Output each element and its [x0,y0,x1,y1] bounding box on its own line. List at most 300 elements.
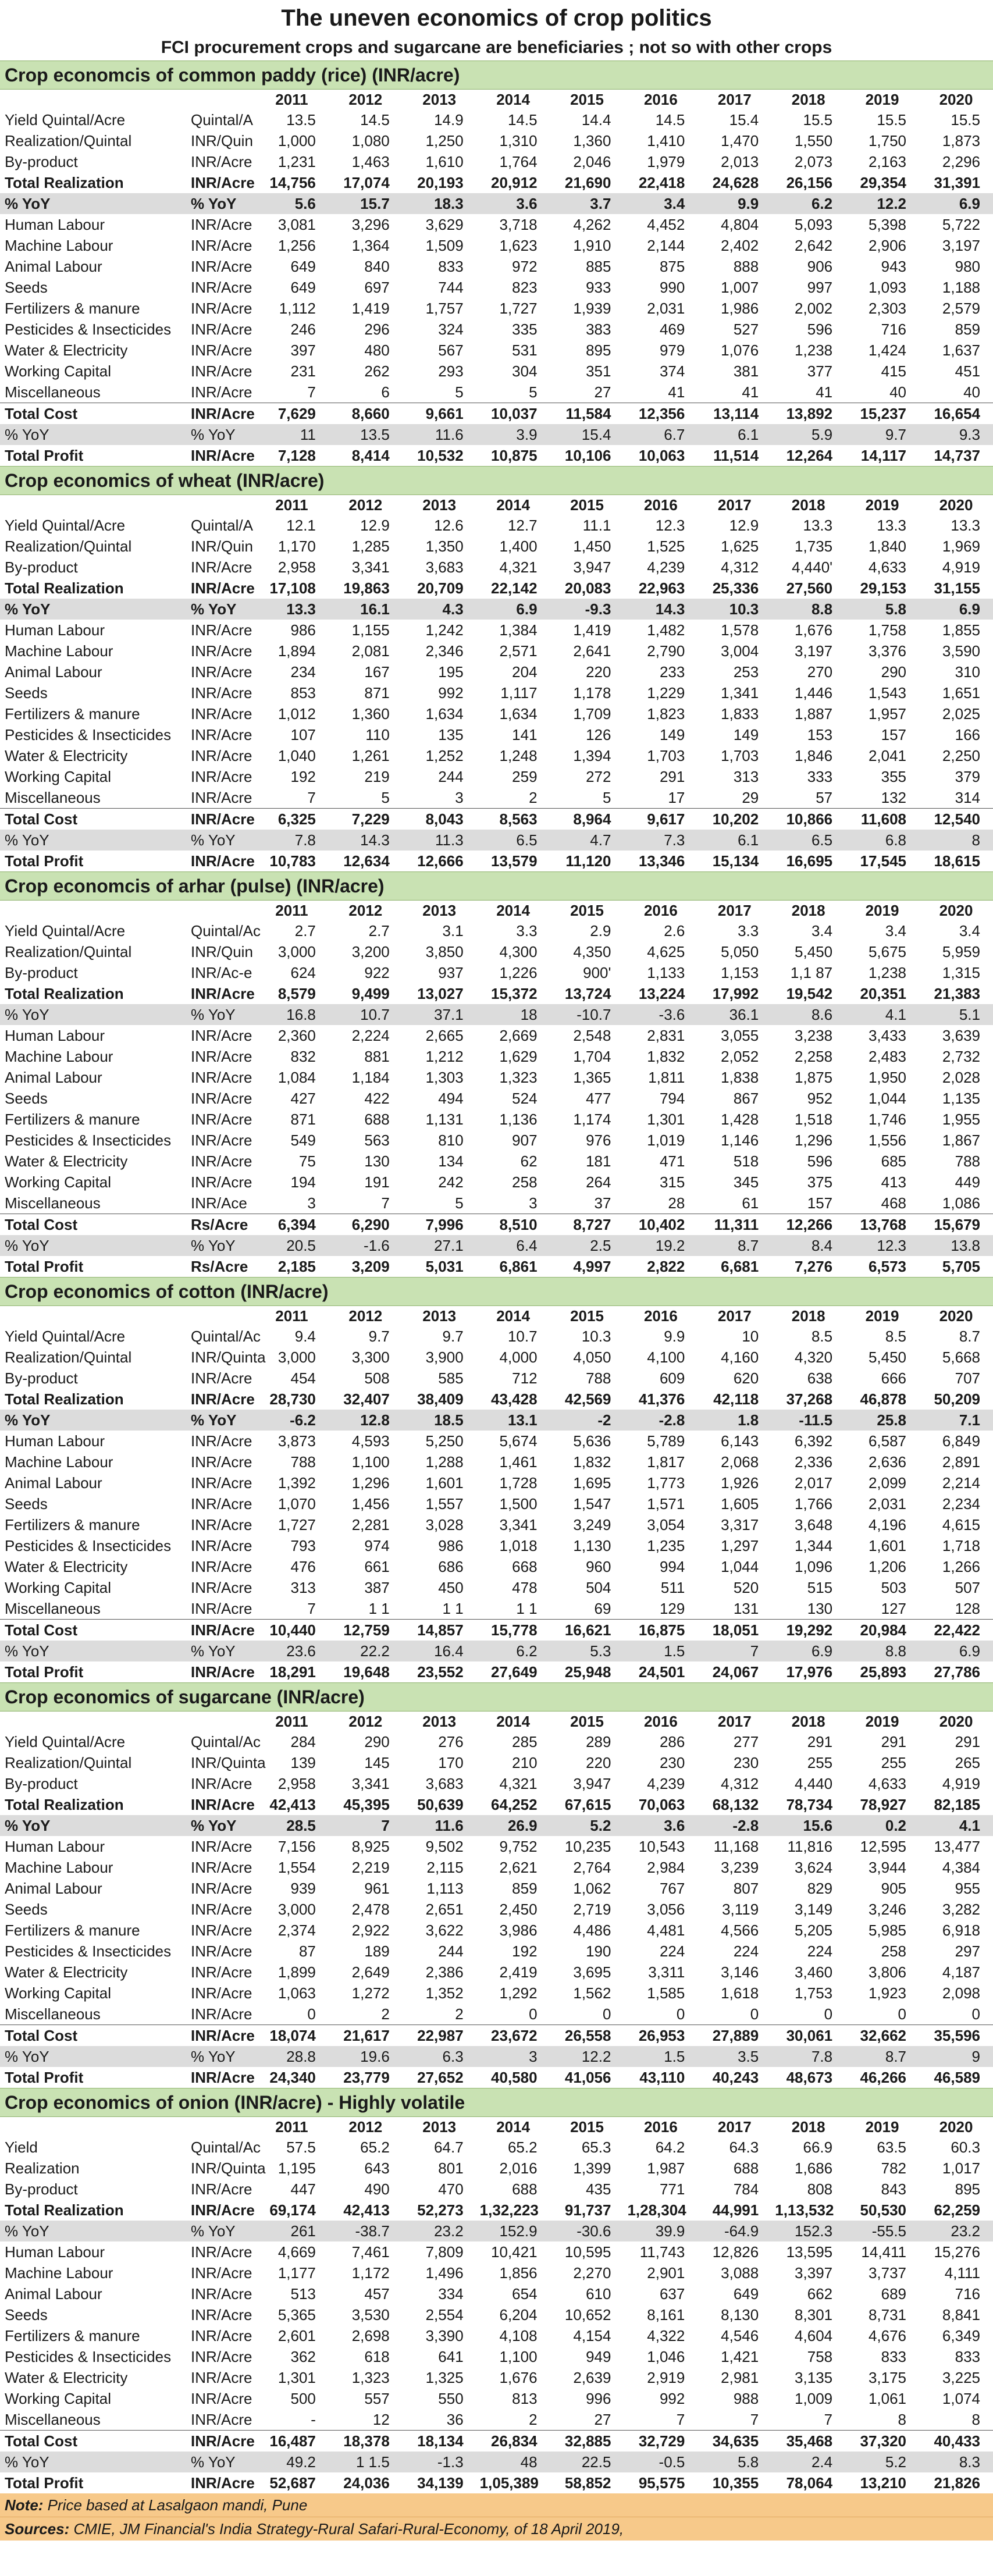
value-cell: 1,855 [942,621,980,639]
value-cell: 224 [659,1942,685,1960]
value-cell: 980 [955,258,980,275]
value-cell: 1.8 [697,1410,771,1431]
value-cell: 152.3 [771,2221,845,2241]
value-cell: 10.3 [697,599,771,620]
value-cell: 82,185 [934,1796,980,1813]
value-cell: 131 [733,1600,759,1617]
value-cell: 12.7 [507,517,538,534]
value-cell: 8,964 [550,809,624,830]
value-cell: 7,229 [329,809,403,830]
value-cell: 500 [290,2390,316,2407]
row-unit: INR/Acre [191,1984,252,2002]
year-header: 2013 [422,496,457,514]
value-cell: 57.5 [286,2139,316,2156]
row-unit: % YoY [187,1641,255,1661]
value-cell: 3,648 [795,1516,833,1533]
table-row [0,1641,993,1661]
table-row [0,1514,993,1535]
value-cell: -2.8 [624,1410,697,1431]
value-cell: 454 [290,1369,316,1387]
table-row [0,1920,993,1941]
value-cell: 1,256 [277,237,316,254]
value-cell: 1,910 [573,237,611,254]
value-cell: 1,044 [721,1558,759,1575]
year-header: 2012 [348,1713,383,1730]
value-cell: 181 [586,1152,611,1170]
value-cell: 3,683 [425,1775,464,1792]
value-cell: 1,074 [942,2390,980,2407]
value-cell: 8.5 [811,1328,833,1345]
year-header: 2014 [496,1307,531,1325]
year-header: 2020 [939,902,973,919]
value-cell: 843 [881,2180,907,2198]
value-cell: 1,350 [425,538,464,555]
value-cell: 20,912 [491,174,538,191]
value-cell: 1,764 [499,153,538,170]
value-cell: 1,873 [942,132,980,150]
crop-table [0,495,993,871]
value-cell: 5,789 [647,1432,685,1450]
value-cell: 1,703 [721,747,759,764]
value-cell: 1,867 [942,1132,980,1149]
value-cell: 42,413 [343,2201,390,2219]
value-cell: 28,730 [269,1390,316,1408]
row-unit: INR/Quinta [191,2159,266,2177]
value-cell: 8,925 [351,1838,390,1855]
value-cell: 11.1 [582,517,611,534]
value-cell: 8.7 [845,2046,919,2067]
value-cell: 801 [438,2159,464,2177]
value-cell: 3,239 [721,1859,759,1876]
row-unit: INR/Acre [191,1152,252,1170]
row-label: Total Profit [5,2474,84,2492]
value-cell: 65.3 [581,2139,611,2156]
value-cell: 1,547 [573,1495,611,1513]
table-row [0,830,993,851]
value-cell: 2.7 [368,922,390,940]
row-label: Animal Labour [5,1474,102,1492]
value-cell: 5,985 [868,1922,907,1939]
row-label: Total Profit [5,2069,84,2086]
note-bar [0,2493,993,2517]
value-cell: 286 [659,1733,685,1750]
value-cell: 3,282 [942,1901,980,1918]
value-cell: 19,542 [786,985,833,1002]
value-cell: 1,296 [351,1474,390,1492]
value-cell: 13,579 [491,852,538,870]
value-cell: 829 [807,1880,833,1897]
value-cell: 1,950 [868,1069,907,1086]
value-cell: 1,629 [499,1048,538,1065]
row-unit: INR/Acre [191,153,252,170]
value-cell: 5,450 [868,1349,907,1366]
value-cell: 2,621 [499,1859,538,1876]
value-cell: 1,758 [868,621,907,639]
value-cell: 2,013 [721,153,759,170]
value-cell: 5,250 [425,1432,464,1450]
row-label: By-product [5,153,78,170]
value-cell: 291 [955,1733,980,1750]
value-cell: 6,143 [721,1432,759,1450]
value-cell: 3,530 [351,2306,390,2324]
value-cell: 939 [290,1880,316,1897]
value-cell: 4,452 [647,216,685,233]
table-row [0,2221,993,2241]
value-cell: 192 [512,1942,538,1960]
value-cell: 1,601 [425,1474,464,1492]
value-cell: 3,238 [795,1027,833,1044]
value-cell: 3.5 [697,2046,771,2067]
row-label: Yield Quintal/Acre [5,922,126,940]
value-cell: 1,625 [721,538,759,555]
value-cell: 78,927 [860,1796,907,1813]
value-cell: 1,288 [425,1453,464,1471]
value-cell: 6,392 [795,1432,833,1450]
row-label: Pesticides & Insecticides [5,1537,172,1554]
value-cell: 503 [881,1579,907,1596]
crop-section [0,1682,993,2088]
table-row [0,1088,993,1109]
value-cell: 32,662 [845,2025,919,2047]
value-cell: 5 [381,789,390,806]
value-cell: 2,016 [499,2159,538,2177]
value-cell: 450 [438,1579,464,1596]
value-cell: 9.9 [697,193,771,214]
value-cell: 13.8 [919,1235,993,1256]
value-cell: 70,063 [638,1796,685,1813]
value-cell: 0 [750,2005,759,2023]
value-cell: 5,722 [942,216,980,233]
table-row [0,1620,993,1641]
value-cell: 6,681 [721,1258,759,1275]
value-cell: 4,625 [647,943,685,960]
value-cell: 1 1.5 [329,2452,403,2472]
value-cell: 2,046 [573,153,611,170]
value-cell: 204 [512,663,538,681]
value-cell: 1,939 [573,300,611,317]
value-cell: 8.7 [959,1328,980,1345]
value-cell: 1,811 [648,1069,685,1086]
value-cell: 976 [586,1132,611,1149]
year-header: 2015 [570,2118,604,2136]
value-cell: 504 [586,1579,611,1596]
empty-cell [0,495,187,515]
value-cell: 12,266 [771,1214,845,1236]
value-cell: 26,953 [624,2025,697,2047]
row-unit: INR/Acre [191,1558,252,1575]
value-cell: 3 [476,2046,550,2067]
value-cell: 110 [365,726,390,743]
value-cell: 2,099 [868,1474,907,1492]
value-cell: 1,155 [351,621,390,639]
value-cell: 5,365 [277,2306,316,2324]
year-header: 2013 [422,1307,457,1325]
value-cell: 986 [438,1537,464,1554]
value-cell: 9,752 [499,1838,538,1855]
value-cell: 35,468 [771,2431,845,2452]
value-cell: 949 [586,2348,611,2365]
value-cell: 1,421 [721,2348,759,2365]
value-cell: 20.5 [255,1235,329,1256]
value-cell: 67,615 [564,1796,611,1813]
value-cell: 688 [364,1111,390,1128]
value-cell: 290 [364,1733,390,1750]
value-cell: 362 [290,2348,316,2365]
value-cell: 2,478 [351,1901,390,1918]
row-unit: INR/Acre [191,174,255,191]
table-row [0,1109,993,1130]
value-cell: 7 [307,789,316,806]
value-cell: 1,419 [573,621,611,639]
value-cell: 767 [659,1880,685,1897]
value-cell: 422 [364,1090,390,1107]
value-cell: 2,984 [647,1859,685,1876]
value-cell: 470 [438,2180,464,2198]
value-cell: 1,303 [425,1069,464,1086]
year-header: 2020 [939,1713,973,1730]
value-cell: 2,450 [499,1901,538,1918]
value-cell: -2 [550,1410,624,1431]
value-cell: 3,056 [647,1901,685,1918]
value-cell: 3,695 [573,1963,611,1981]
value-cell: 5,093 [795,216,833,233]
row-label: Working Capital [5,2390,112,2407]
value-cell: 4,546 [721,2327,759,2344]
value-cell: 1,093 [868,279,907,296]
value-cell: 997 [807,279,833,296]
value-cell: 22,142 [491,579,538,597]
value-cell: 9.7 [845,424,919,445]
value-cell: 3,460 [795,1963,833,1981]
value-cell: 2 [529,789,538,806]
row-label: Working Capital [5,362,112,380]
value-cell: 10,235 [564,1838,611,1855]
value-cell: 0 [898,2005,907,2023]
row-unit: INR/Ace [191,1194,247,1212]
value-cell: 16.1 [329,599,403,620]
value-cell: 1,832 [573,1453,611,1471]
year-header: 2016 [643,1713,678,1730]
value-cell: 7 [307,1600,316,1617]
table-row [0,340,993,361]
value-cell: 515 [807,1579,833,1596]
value-cell: 1,525 [647,538,685,555]
row-unit: INR/Acre [191,300,252,317]
value-cell: 13,114 [697,403,771,425]
value-cell: 2,360 [277,1027,316,1044]
value-cell: 4,111 [944,2264,980,2282]
value-cell: 2,031 [868,1495,907,1513]
row-label: Pesticides & Insecticides [5,1132,172,1149]
value-cell: 49.2 [255,2452,329,2472]
value-cell: 979 [659,341,685,359]
value-cell: 1,360 [573,132,611,150]
row-unit: INR/Acre [191,768,252,785]
row-label: Animal Labour [5,1880,102,1897]
value-cell: 3,986 [499,1922,538,1939]
value-cell: 2,649 [351,1963,390,1981]
value-cell: 3,639 [942,1027,980,1044]
value-cell: 1,550 [795,132,833,150]
value-cell: 1 1 [516,1600,538,1617]
table-row [0,172,993,193]
value-cell: 32,407 [343,1390,390,1408]
value-cell: 26.9 [476,1815,550,1836]
value-cell: -1.6 [329,1235,403,1256]
value-cell: 3 [529,1194,538,1212]
value-cell: 19.6 [329,2046,403,2067]
value-cell: 6.9 [771,1641,845,1661]
row-unit: INR/Acre [187,1620,255,1641]
value-cell: 4,239 [647,1775,685,1792]
value-cell: 1,112 [279,300,316,317]
table-row [0,2388,993,2409]
value-cell: 3,000 [277,1349,316,1366]
table-row [0,382,993,403]
value-cell: 1,170 [277,538,316,555]
value-cell: 10,532 [417,447,464,464]
year-header: 2014 [496,91,531,108]
value-cell: 1,856 [499,2264,538,2282]
value-cell: 195 [438,663,464,681]
value-cell: 130 [364,1152,390,1170]
value-cell: 0 [529,2005,538,2023]
table-row [0,1731,993,1752]
value-cell: 7 [697,1641,771,1661]
value-cell: 3.4 [811,922,833,940]
value-cell: 6,290 [329,1214,403,1236]
value-cell: 3,683 [425,558,464,576]
value-cell: 7 [824,2411,833,2428]
row-unit: INR/Acre [191,2201,255,2219]
value-cell: 9,499 [351,985,390,1002]
value-cell: 64.3 [729,2139,759,2156]
value-cell: 5,675 [868,943,907,960]
row-label: Seeds [5,1901,48,1918]
crop-sections [0,61,993,2493]
value-cell: 1,703 [647,747,685,764]
row-label: Total Realization [5,1390,124,1408]
value-cell: 18 [476,1004,550,1025]
row-unit: INR/Acre [191,1775,252,1792]
value-cell: 771 [659,2180,685,2198]
row-unit: INR/Acre [191,1942,252,1960]
value-cell: 3,590 [942,642,980,660]
year-header: 2012 [348,496,383,514]
table-row [0,1235,993,1256]
table-row [0,1836,993,1857]
table-row [0,682,993,703]
value-cell: 1,979 [647,153,685,170]
value-cell: 6.9 [919,1641,993,1661]
value-cell: 480 [364,341,390,359]
value-cell: 4,320 [795,1349,833,1366]
value-cell: 10,355 [712,2474,759,2492]
row-unit: INR/Acre [191,2264,252,2282]
table-row [0,1004,993,1025]
row-label: Total Cost [0,1620,187,1641]
table-row [0,2067,993,2088]
value-cell: 9,502 [425,1838,464,1855]
value-cell: 4,350 [573,943,611,960]
value-cell: 413 [881,1173,907,1191]
value-cell: 1,463 [351,153,390,170]
value-cell: - [311,2411,316,2428]
value-cell: 24,067 [712,1663,759,1681]
table-row [0,703,993,724]
table-row [0,2325,993,2346]
value-cell: 6,861 [499,1258,538,1275]
value-cell: 18.5 [403,1410,476,1431]
value-cell: 1,019 [647,1132,685,1149]
value-cell: 13.3 [255,599,329,620]
row-label: Machine Labour [5,642,113,660]
value-cell: 10,652 [564,2306,611,2324]
row-unit: Quintal/A [191,517,253,534]
row-unit: INR/Acre [187,2431,255,2452]
value-cell: 5 [529,383,538,401]
value-cell: 8.8 [771,599,845,620]
value-cell: 468 [881,1194,907,1212]
value-cell: 233 [659,663,685,681]
row-label: % YoY [0,599,187,620]
value-cell: 2,554 [425,2306,464,2324]
empty-cell [187,2117,255,2137]
value-cell: -2.8 [697,1815,771,1836]
empty-cell [0,901,187,920]
value-cell: 4.1 [845,1004,919,1025]
value-cell: 15.5 [877,111,907,129]
value-cell: 596 [807,1152,833,1170]
table-row [0,1347,993,1368]
table-row [0,1794,993,1815]
value-cell: 2,025 [942,705,980,723]
table-row [0,1046,993,1067]
value-cell: 3,317 [721,1516,759,1533]
row-label: % YoY [0,2221,187,2241]
value-cell: 1,899 [277,1963,316,1981]
value-cell: 9.4 [294,1328,316,1345]
value-cell: 8.7 [697,1235,771,1256]
value-cell: 10.7 [507,1328,538,1345]
value-cell: 3,149 [795,1901,833,1918]
value-cell: 41,056 [564,2069,611,2086]
year-header: 2015 [570,1307,604,1325]
value-cell: 13,027 [417,985,464,1002]
row-label: Total Profit [5,447,84,464]
value-cell: 5,705 [942,1258,980,1275]
value-cell: 974 [364,1537,390,1554]
row-unit: INR/Acre [191,2327,252,2344]
row-unit: % YoY [187,830,255,851]
year-header: 2011 [275,1307,308,1325]
value-cell: 141 [512,726,538,743]
value-cell: 992 [438,684,464,702]
value-cell: 377 [807,362,833,380]
value-cell: 1,605 [721,1495,759,1513]
value-cell: 12.2 [550,2046,624,2067]
value-cell: 10,875 [491,447,538,464]
value-cell: 10,595 [564,2243,611,2261]
sources-text: CMIE, JM Financial's India Strategy-Rural Safari-Rural-Economy, of 18 April 2019, [69,2520,624,2538]
value-cell: 11,168 [713,1838,759,1855]
value-cell: 1,000 [277,132,316,150]
value-cell: 15,134 [712,852,759,870]
table-row [0,361,993,382]
value-cell: 1,419 [351,300,390,317]
value-cell: 50,639 [417,1796,464,1813]
value-cell: 6,204 [499,2306,538,2324]
